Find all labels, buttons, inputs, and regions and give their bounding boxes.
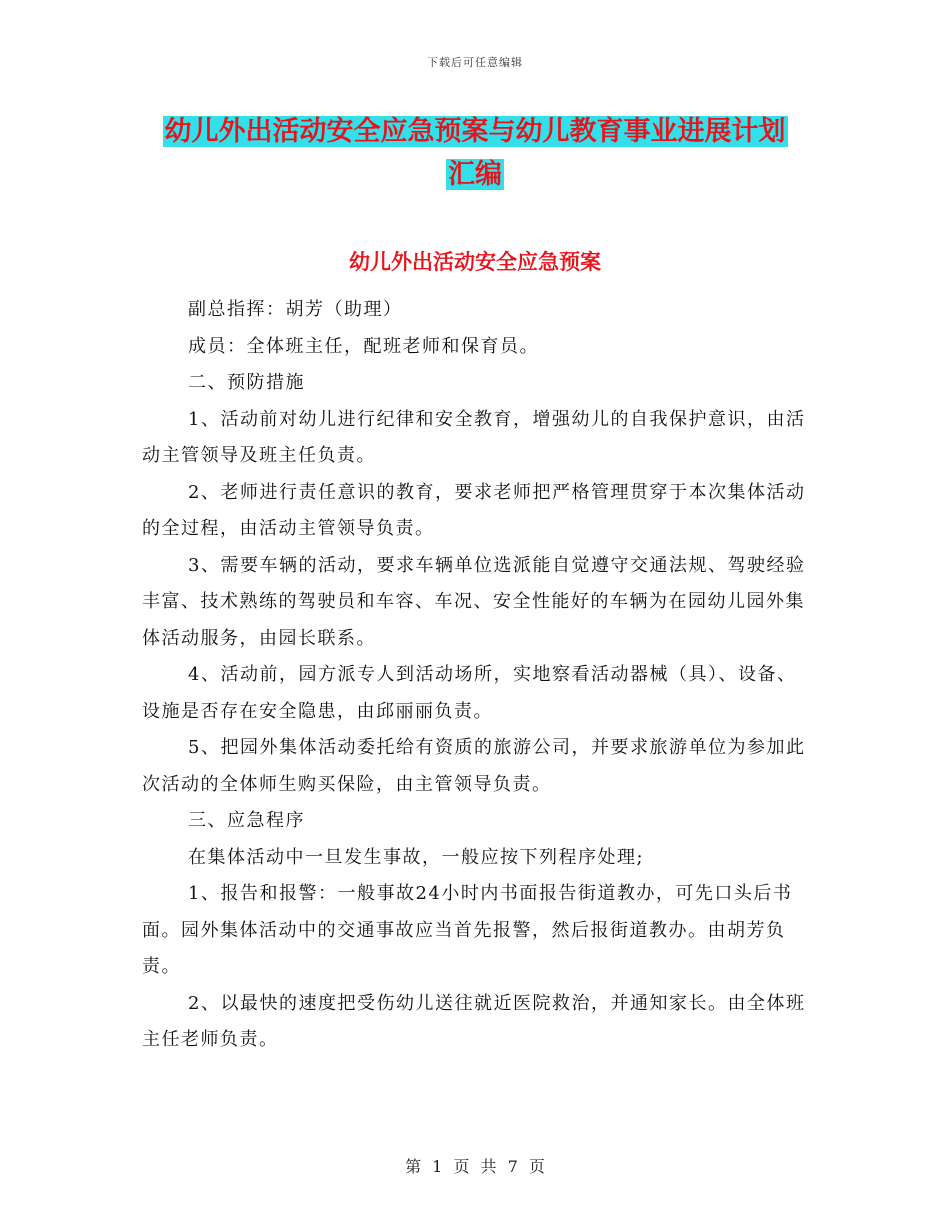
document-title-line-1 <box>0 112 950 152</box>
heading-emergency-procedure: 三、应急程序 <box>188 810 305 831</box>
document-title-line-2-text: 汇编 <box>448 159 502 190</box>
page-header-note: 下载后可任意编辑 <box>427 56 523 69</box>
heading-prevention-measures: 二、预防措施 <box>188 372 305 393</box>
paragraph-measure-2: 2、老师进行责任意识的教育，要求老师把严格管理贯穿于本次集体活动的全过程，由活动主管领导负责。 <box>142 481 806 539</box>
document-title-line-1-text: 幼儿外出活动安全应急预案与幼儿教育事业进展计划 <box>164 116 786 147</box>
paragraph-members: 成员：全体班主任，配班老师和保育员。 <box>188 335 539 357</box>
paragraph-measure-4: 4、活动前，园方派专人到活动场所，实地察看活动器械（具）、设备、设施是否存在安全隐患，由邱丽丽负责。 <box>142 664 797 722</box>
paragraph-measure-1: 1、活动前对幼儿进行纪律和安全教育，增强幼儿的自我保护意识，由活动主管领导及班主任负责。 <box>142 408 806 466</box>
paragraph-procedure-1: 1、报告和报警：一般事故24小时内书面报告街道教办，可先口头后书面。园外集体活动中的交通事故应当首先报警，然后报街道教办。由胡芳负责。 <box>142 883 793 977</box>
section-title: 幼儿外出活动安全应急预案 <box>349 250 601 274</box>
paragraph-procedure-2: 2、以最快的速度把受伤幼儿送往就近医院救治，并通知家长。由全体班主任老师负责。 <box>142 992 806 1050</box>
document-title-line-2 <box>0 155 950 195</box>
page-number-footer: 第 1 页 共 7 页 <box>405 1157 545 1176</box>
paragraph-measure-3: 3、需要车辆的活动，要求车辆单位选派能自觉遵守交通法规、驾驶经验丰富、技术熟练的驾驶员和车容、车况、安全性能好的车辆为在园幼儿园外集体活动服务，由园长联系。 <box>142 554 806 649</box>
paragraph-procedure-intro: 在集体活动中一旦发生事故，一般应按下列程序处理; <box>188 846 645 868</box>
paragraph-deputy-commander: 副总指挥：胡芳（助理） <box>188 299 403 320</box>
document-body <box>142 292 810 1059</box>
paragraph-measure-5: 5、把园外集体活动委托给有资质的旅游公司，并要求旅游单位为参加此次活动的全体师生购买保险，由主管领导负责。 <box>142 737 806 795</box>
